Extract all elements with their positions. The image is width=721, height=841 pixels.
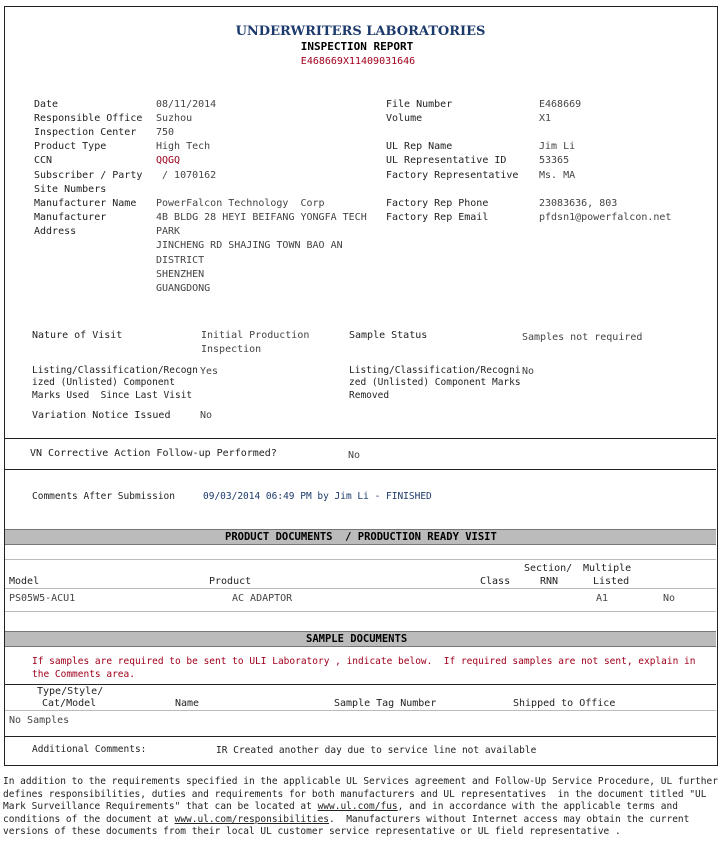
factory-phone-value: 23083636, 803 bbox=[539, 198, 618, 209]
address-line: GUANGDONG bbox=[156, 283, 211, 294]
marks-used-value: Yes bbox=[200, 366, 219, 377]
ul-rep-id-value: 53365 bbox=[539, 155, 570, 166]
center-label: Inspection Center bbox=[34, 127, 137, 138]
ul-rep-name-value: Jim Li bbox=[539, 141, 576, 152]
factory-email-label: Factory Rep Email bbox=[386, 212, 489, 223]
table-row-multiple: No bbox=[663, 593, 676, 604]
marks-removed-label-2: zed (Unlisted) Component Marks bbox=[349, 377, 521, 388]
ul-rep-name-label: UL Rep Name bbox=[386, 141, 453, 152]
col-name: Name bbox=[175, 698, 200, 709]
manufacturer-name-value: PowerFalcon Technology Corp bbox=[156, 198, 325, 209]
nature-of-visit-label: Nature of Visit bbox=[32, 330, 123, 341]
ccn-value: QQGQ bbox=[156, 155, 181, 166]
divider bbox=[5, 559, 716, 560]
no-samples: No Samples bbox=[9, 715, 70, 726]
divider bbox=[5, 438, 716, 439]
comments-value: 09/03/2014 06:49 PM by Jim Li - FINISHED bbox=[203, 491, 432, 502]
product-documents-title: PRODUCT DOCUMENTS / PRODUCTION READY VISIT bbox=[225, 531, 497, 543]
table-row-product: AC ADAPTOR bbox=[232, 593, 293, 604]
vn-corrective-value: No bbox=[348, 450, 361, 461]
marks-used-label-1: Listing/Classification/Recogn bbox=[32, 365, 198, 376]
subscriber-label: Subscriber / Party bbox=[34, 170, 143, 181]
ccn-label: CCN bbox=[34, 155, 53, 166]
additional-comments-label: Additional Comments: bbox=[32, 744, 147, 755]
sample-documents-title: SAMPLE DOCUMENTS bbox=[306, 633, 408, 645]
volume-label: Volume bbox=[386, 113, 423, 124]
divider bbox=[5, 469, 716, 470]
col-multiple-1: Multiple bbox=[583, 563, 632, 574]
subscriber-value: / 1070162 bbox=[156, 170, 217, 181]
address-line: SHENZHEN bbox=[156, 269, 205, 280]
footer-line: In addition to the requirements specified in the applicable UL Services agreement and Follow-Up Service Procedure, UL further bbox=[3, 776, 718, 787]
divider bbox=[5, 588, 716, 589]
footer-line bbox=[3, 814, 717, 827]
divider bbox=[5, 611, 716, 612]
vn-corrective-label: VN Corrective Action Follow-up Performed? bbox=[30, 448, 277, 459]
product-type-label: Product Type bbox=[34, 141, 107, 152]
responsibilities-link[interactable]: www.ul.com/responsibilities bbox=[174, 813, 330, 825]
footer-text-span: . Manufacturers without Internet access may obtain the current bbox=[329, 813, 690, 825]
ul-rep-id-label: UL Representative ID bbox=[386, 155, 507, 166]
fus-link[interactable]: www.ul.com/fus bbox=[317, 801, 398, 812]
product-type-value: High Tech bbox=[156, 141, 211, 152]
address-line: JINCHENG RD SHAJING TOWN BAO AN bbox=[156, 240, 343, 251]
table-row-section: A1 bbox=[596, 593, 609, 604]
col-class: Class bbox=[480, 576, 511, 587]
col-multiple-2: Listed bbox=[593, 576, 630, 587]
variation-notice-value: No bbox=[200, 410, 213, 421]
marks-used-label-2: ized (Unlisted) Component bbox=[32, 377, 175, 388]
table-row-model: PS05W5-ACU1 bbox=[9, 593, 76, 604]
report-title: INSPECTION REPORT bbox=[300, 40, 414, 53]
office-value: Suzhou bbox=[156, 113, 193, 124]
footer-line bbox=[3, 801, 717, 814]
date-value: 08/11/2014 bbox=[156, 99, 217, 110]
col-section-1: Section/ bbox=[524, 563, 573, 574]
col-shipped: Shipped to Office bbox=[513, 698, 616, 709]
footer-text-span: conditions of the document at bbox=[3, 813, 175, 825]
date-label: Date bbox=[34, 99, 59, 110]
marks-used-label-3: Marks Used Since Last Visit bbox=[32, 390, 193, 401]
footer-text-span: , and in accordance with the applicable terms and bbox=[397, 801, 678, 812]
product-documents-bar bbox=[5, 529, 716, 545]
address-line: PARK bbox=[156, 226, 181, 237]
site-numbers-label: Site Numbers bbox=[34, 184, 107, 195]
additional-comments-value: IR Created another day due to service line not available bbox=[216, 745, 537, 756]
address-line: 4B BLDG 28 HEYI BEIFANG YONGFA TECH bbox=[156, 212, 367, 223]
sample-status-value: Samples not required bbox=[522, 332, 643, 343]
col-type-1: Type/Style/ bbox=[37, 686, 104, 697]
col-model: Model bbox=[9, 576, 40, 587]
manufacturer-address-label-1: Manufacturer bbox=[34, 212, 107, 223]
manufacturer-address-label-2: Address bbox=[34, 226, 77, 237]
nature-of-visit-value-1: Initial Production bbox=[201, 330, 310, 341]
file-number-value: E468669 bbox=[539, 99, 582, 110]
divider bbox=[5, 684, 716, 685]
file-number-label: File Number bbox=[386, 99, 453, 110]
sample-note-2: the Comments area. bbox=[32, 669, 135, 680]
org-name: UNDERWRITERS LABORATORIES bbox=[235, 24, 486, 39]
factory-rep-label: Factory Representative bbox=[386, 170, 519, 181]
marks-removed-label-3: Removed bbox=[349, 390, 390, 401]
report-id: E468669X11409031646 bbox=[300, 56, 416, 67]
marks-removed-label-1: Listing/Classification/Recogni bbox=[349, 365, 521, 376]
manufacturer-name-label: Manufacturer Name bbox=[34, 198, 137, 209]
footer-line: versions of these documents from their local UL customer service representative or UL field representative . bbox=[3, 826, 621, 837]
footer-text bbox=[3, 776, 717, 839]
center-value: 750 bbox=[156, 127, 175, 138]
divider bbox=[5, 710, 716, 711]
col-sample-tag: Sample Tag Number bbox=[334, 698, 437, 709]
col-product: Product bbox=[209, 576, 252, 587]
sample-documents-bar bbox=[5, 631, 716, 647]
variation-notice-label: Variation Notice Issued bbox=[32, 410, 171, 421]
factory-rep-value: Ms. MA bbox=[539, 170, 576, 181]
volume-value: X1 bbox=[539, 113, 552, 124]
address-line: DISTRICT bbox=[156, 255, 205, 266]
factory-email-value: pfdsn1@powerfalcon.net bbox=[539, 212, 672, 223]
col-section-2: RNN bbox=[540, 576, 559, 587]
nature-of-visit-value-2: Inspection bbox=[201, 344, 262, 355]
sample-note-1: If samples are required to be sent to ULI Laboratory , indicate below. If required samples are not sent, explain in bbox=[32, 656, 696, 667]
factory-phone-label: Factory Rep Phone bbox=[386, 198, 489, 209]
marks-removed-value: No bbox=[522, 366, 535, 377]
footer-text-span: Mark Surveillance Requirements" that can be located at bbox=[3, 801, 318, 812]
comments-label: Comments After Submission bbox=[32, 491, 175, 502]
divider bbox=[5, 736, 716, 737]
office-label: Responsible Office bbox=[34, 113, 143, 124]
sample-status-label: Sample Status bbox=[349, 330, 428, 341]
col-type-2: Cat/Model bbox=[42, 698, 97, 709]
footer-line: defines responsibilities, duties and requirements for both manufacturers and UL representatives in the document titled "UL bbox=[3, 788, 707, 800]
